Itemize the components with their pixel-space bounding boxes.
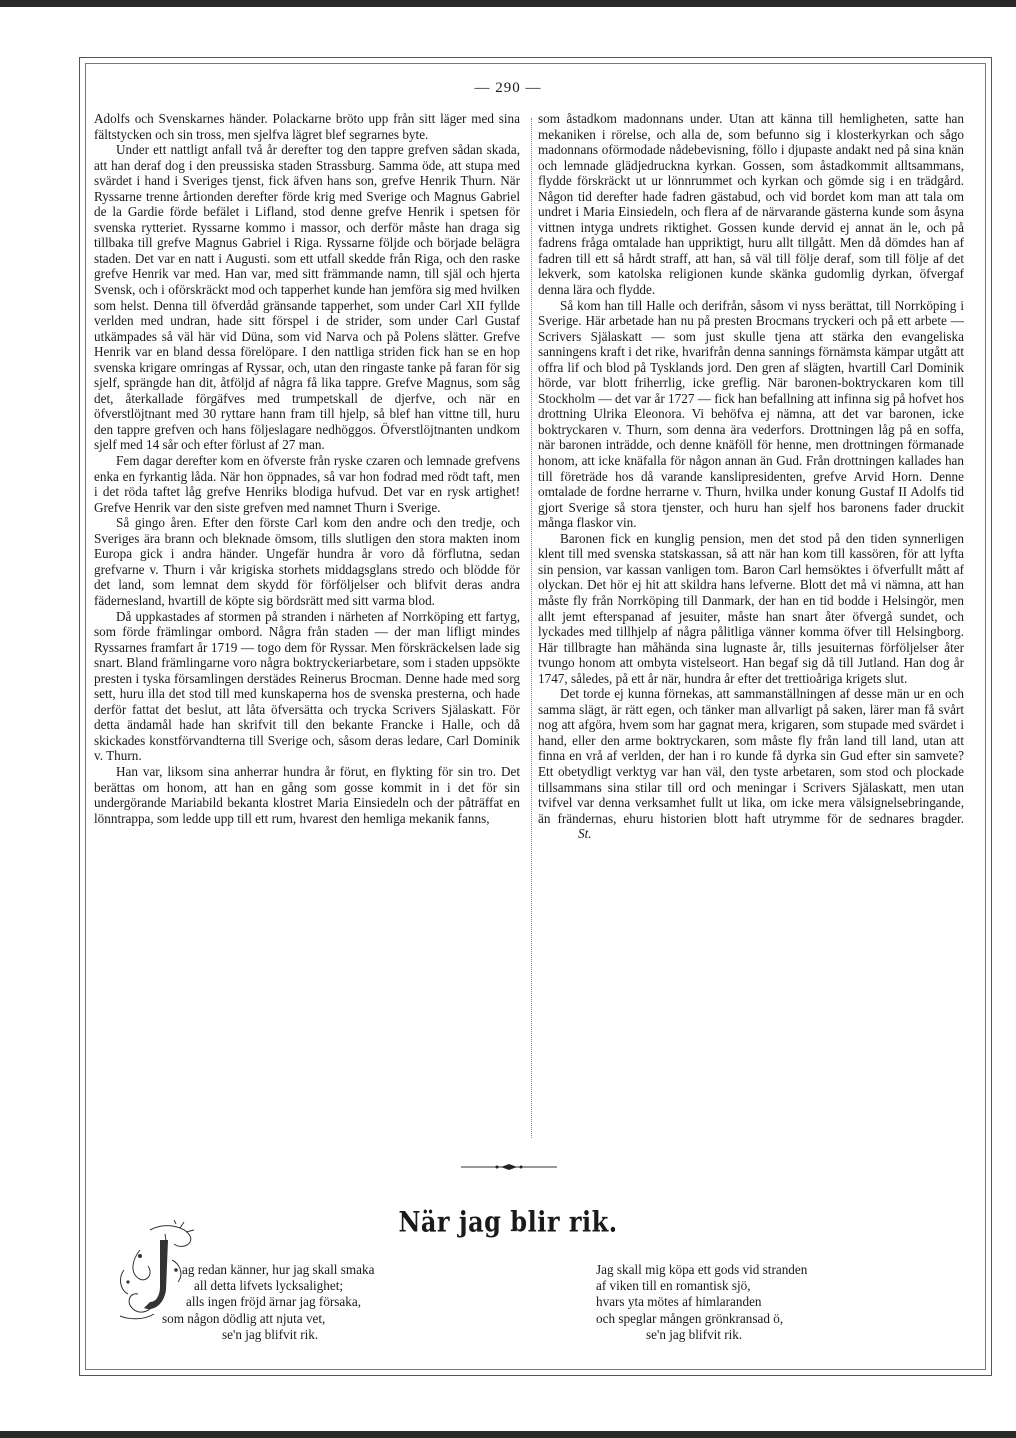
paragraph: [538, 686, 964, 841]
poem-line: hvars yta mötes af himlaranden: [596, 1294, 762, 1310]
paragraph: som åstadkom madonnans under. Utan att känna till hemligheten, satte han mekaniken i rörelse, och alla de, som befunno sig i klosterkyrkan och sågo madonnans oförmodade nådebevisning, föllo i djupaste andakt ned på sina knän och lemnade glädjedruckna kyrkan. Gossen, som åstadkommit alltsammans, flydde förskräckt ut ur lönnrummet och kyrkan och gömde sig i en trädgård. Någon tid derefter hade fadren gästabud, och vid bordet kom man att tala om undret i Maria Einsiedeln, och flera af de närvarande gästerna kunde som åsyna vittnen intyga undrets riktighet. Gossen kunde dervid ej annat än le, och på fadrens fråga omtalade han uppriktigt, huru allt tillgått. Men då dömdes han af fadren till ett så hårdt straff, att han, så väl till följe deraf, som till följe af det lekverk, som katolska religionen kunde skänka gudomlig dyrkan, öfvergaf denna lära och flydde.: [538, 111, 964, 298]
section-divider-ornament: [461, 1162, 557, 1172]
paragraph: Så kom han till Halle och derifrån, såsom vi nyss berättat, till Norrköping i Sverige. Här arbetade han nu på presten Brocmans tryckeri och på ett arbete — Scrivers Själaskatt — som just skulle tjena att stärka den evangeliska sanningens kraft i det rike, hvarifrån denna sannings förnämsta kämpar utgått att offra lif och blod på Tysklands jord. Den gren af slägten, hvartill Carl Dominik hörde, var blott friherrlig, icke greflig. När baronen-boktryckaren kom till Stockholm — det var år 1727 — fick han befallning att infinna sig på hofvet hos drottning Ulrika Eleonora. Vi behöfva ej nämna, att det var baronen, icke boktryckaren v. Thurn, som denna ära vederfors. Drottningen låg på en soffa, när baronen inträdde, och denne knäföll för henne, men drottningen förmanade honom, att icke knäfalla för någon annan än Gud. Från drottningen kallades han till företräde hos då varande kanslipresidenten, grefve Arvid Horn. Denne omtalade de fordne herrarne v. Thurn, hvilka under konung Gustaf II Adolfs tid gjort Sverige så stora tjenster, och huru han sjelf hos baronens fader druckit många flaskor vin.: [538, 297, 964, 531]
poem-line: all detta lifvets lycksalighet;: [194, 1278, 344, 1294]
paragraph-text: Det torde ej kunna förnekas, att sammanställningen af desse män ur en och samma slägt, är rätt egen, och tänker man allvarligt på saken, lärer man få svårt nog att afgöra, hvem som har gagnat mera, krigaren, som stupade med svärdet i hand, eller den arme boktryckaren, som måste fly från land till land, utan att finna en vrå af verlden, der han i ro kunde få dyrka sin Gud efter sin samvete? Ett obetydligt verktyg var han väl, den tyste arbetaren, som stod och plockade tillsammans sina stilar till ord och meningar i Scrivers Själaskatt, men utan tvifvel var denna verksamhet fullt ut lika, om icke mera välsignelsebringande, än frändernas, ehuru historien blott haft utrymme för de sednares bragder.: [538, 686, 964, 826]
paragraph: Så gingo åren. Efter den förste Carl kom den andre och den tredje, och Sveriges ära brann och bleknade ömsom, tills slutligen den stora makten inom Europa gick i andra händer. Ungefär hundra år voro då förflutna, sedan grefvarne v. Thurn i vår krigiska storhets middagsglans stredo och blödde för det land, som lemnat dem skydd för förföljelser och blifvit deras andra fädernesland, hvartill de köpte sig bördsrätt med sitt varma blod.: [94, 515, 520, 608]
poem-stanza-right: [596, 1262, 807, 1343]
article-left-column: [94, 111, 520, 826]
column-divider: [531, 118, 532, 1138]
poem-line: se'n jag blifvit rik.: [646, 1326, 743, 1342]
paragraph: Adolfs och Svenskarnes händer. Polackarne bröto upp från sitt läger med sina fältstycken och sin tross, men sjelfva lägret blef segrarnes byte.: [94, 111, 520, 142]
poem-line: ag redan känner, hur jag skall smaka: [182, 1262, 375, 1277]
poem-title: När jag blir rik.: [398, 1204, 618, 1239]
paragraph: Då uppkastades af stormen på stranden i närheten af Norrköping ett fartyg, som förde främlingar ombord. Några från staden — der man lifligt mindes Ryssarnes framfart år 1719 — togo dem för Ryssar. Men förskräckelsen lade sig snart. Bland främlingarne voro några boktryckeriarbetare, som i staden uppsökte presten i tyska församlingen derstädes Reinerus Brocman. Denne hade med sorg sett, huru illa det stod till med kunskaperna hos de svenska presterna, och hade derför fattat det beslut, att låta öfversätta och trycka Scrivers Själaskatt. För detta ändamål hade han skrifvit till den bekante Francke i Halle, och då skickades konstförvandterna till Sverige och, såsom deras ledare, Carl Dominik v. Thurn.: [94, 608, 520, 764]
paragraph: Baronen fick en kunglig pension, men det stod på den tiden synnerligen klent till med svenska statskassan, så att när han kom till kassören, för att lyfta sin pension, var kassan vanligen tom. Baron Carl hemsöktes i öfverfullt mått af olyckan. Det hör ej hit att skildra hans lefverne. Blott det må vi nämna, att han måste fly från Norrköping till Danmark, der han en tid bodde i Helsingör, men allt jemt efterspanad af jesuiter, måste han snart åter öfvergå sundet, och lyckades med tillhjelp af några pålitliga vänner komma öfver till Helsingborg. Här tillbragte han måhända sina lugnaste år, tills jesuiternas förföljelser åter tvungo honom att ombyta vistelseort. Han begaf sig då till Jutland. Han dog år 1747, således, på ett år när, hundra år efter det trettioåriga krigets slut.: [538, 530, 964, 686]
poem-line: alls ingen fröjd ärnar jag försaka,: [186, 1294, 362, 1310]
poem-line: Jag skall mig köpa ett gods vid stranden: [596, 1262, 808, 1277]
page-number: — 290 —: [474, 80, 542, 96]
poem-line: af viken till en romantisk sjö,: [596, 1278, 751, 1294]
paragraph: Fem dagar derefter kom en öfverste från ryske czaren och lemnade grefvens enka en fyrkantig låda. När hon öppnades, så var hon fodrad med rödt taft, men i det röda taftet låg grefve Henriks blodiga hufvud. Det var en rysk artighet! Grefve Henrik var den siste grefven med namnet Thurn i Sverige.: [94, 453, 520, 515]
poem-stanza-left: [162, 1262, 375, 1343]
paragraph: Han var, liksom sina anherrar hundra år förut, en flykting för sin tro. Det berättas om honom, att han en gång som gosse kommit in i det för sin undergörande Mariabild bekanta klostret Maria Einsiedeln och der påträffat en lönntrappa, som ledde upp till ett rum, hvarest den hemliga mekanik fanns,: [94, 763, 520, 826]
author-signature: St.: [578, 826, 592, 842]
poem-line: som någon dödlig att njuta vet,: [162, 1310, 326, 1326]
poem-line: se'n jag blifvit rik.: [222, 1326, 319, 1342]
article-right-column: [538, 111, 964, 842]
poem-line: och speglar mången grönkransad ö,: [596, 1310, 784, 1326]
paragraph: Under ett nattligt anfall två år derefter tog den tappre grefven sådan skada, att han deraf dog i den preussiska staden Strassburg. Samma öde, att stupa med svärdet i hand i Sveriges tjenst, fick äfven hans son, grefve Henrik Thurn. När Ryssarne trenne årtionden derefter förde krig med Sverige och Magnus Gabriel de la Gardie förde befälet i Lifland, stod denne grefve Henrik i spetsen för svenska rytteriet. Ryssarne kommo i massor, och derför måste han draga sig tillbaka till grefve Magnus Gabriel i Riga. Ryssarne följde och började belägra staden. Det var en natt i Augusti. som ett utfall skedde från Riga, och den raske grefve Henrik var med. Han var, med sitt främmande namn, till själ och hjerta Svensk, och i oförskräckt mod och tapperhet kunde han jemföra sig med hvilken som helst. Denna till öfverdåd gränsande tapperhet, som under Carl XII fyllde verlden med undran, hade sitt förspel i de strider, som under Carl Gustaf utkämpades så väl här vid Düna, som vid Narva och på Polens slätter. Grefve Henrik var en bland dessa förelöpare. I den nattliga striden fick han se en hop svenska krigare omringas af Ryssar, och, utan den ringaste tanke på faran för sig sjelf, sprängde han dit, åtföljd af några få lika tappre. Grefve Magnus, som såg det, återkallade förgäfves med trumpetskall de djerfve, och när en öfverstlöjtnant med 30 ryttare hann fram till hjelp, så blef han vittne till, huru den tappre grefven och hans följeslagare nedhöggos. Öfverstlöjtnanten undkom sjelf med 14 sår och efter förlust af 27 man.: [94, 142, 520, 453]
bottom-edge-bar: [0, 1431, 1016, 1438]
top-edge-bar: [0, 0, 1016, 7]
